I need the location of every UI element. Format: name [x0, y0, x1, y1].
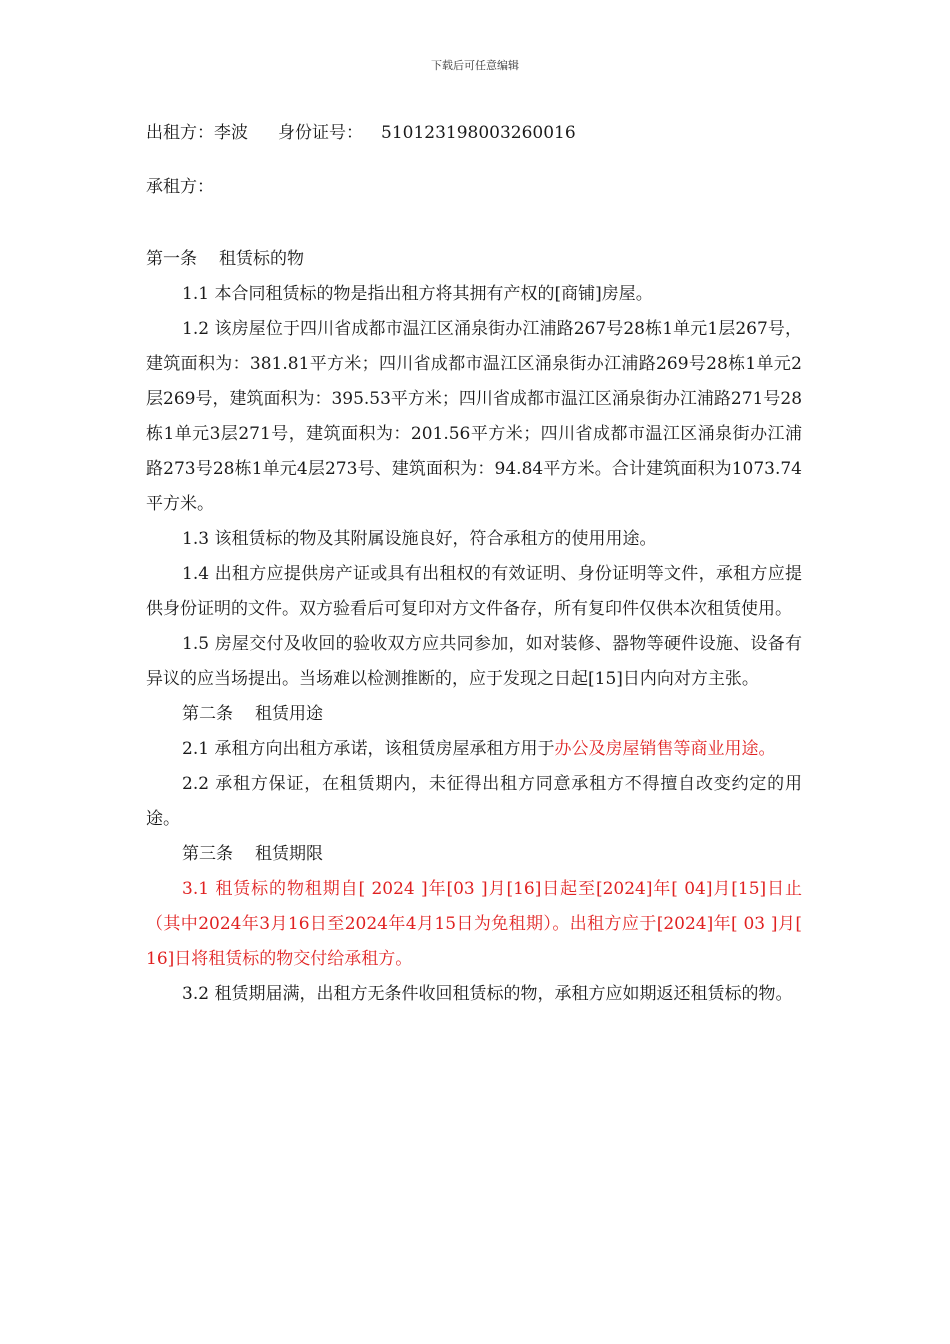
article-2-heading [146, 697, 802, 732]
clause-3-2: 3.2 租赁期届满，出租方无条件收回租赁标的物，承租方应如期返还租赁标的物。 [182, 984, 793, 1004]
lessor-name: 李波 [214, 123, 248, 143]
clause-1-2: 1.2 该房屋位于四川省成都市温江区涌泉街办江浦路267号28栋1单元1层267号，建筑面积为：381.81平方米；四川省成都市温江区涌泉街办江浦路269号28栋1单元2层269号，建筑面积为：395.53平方米；四川省成都市温江区涌泉街办江浦路271号28栋1单元3层271号，建筑面积为：201.56平方米；四川省成都市温江区涌泉街办江浦路273号28栋1单元4层273号、建筑面积为：94.84平方米。合计建筑面积为1073.74平方米。 [146, 319, 803, 514]
clause-2-1-highlight: 办公及房屋销售等商业用途。 [554, 739, 776, 759]
article-1-title: 第一条 [146, 249, 197, 269]
lessor-label: 出租方： [146, 123, 214, 143]
article-1-heading [146, 242, 802, 277]
article-1-name: 租赁标的物 [219, 249, 304, 269]
article-3-heading [146, 837, 802, 872]
lessor-id-number: 510123198003260016 [381, 123, 576, 143]
clause-3-1: 3.1 租赁标的物租期自[ 2024 ]年[03 ]月[16]日起至[2024]年[ 04]月[15]日止（其中2024年3月16日至2024年4月15日为免租期）。出租方应于[2024]年[ 03 ]月[ 16]日将租赁标的物交付给承租方。 [146, 879, 802, 969]
article-3-name: 租赁期限 [255, 844, 323, 864]
clause-1-1: 1.1 本合同租赁标的物是指出租方将其拥有产权的[商铺]房屋。 [182, 284, 653, 304]
article-2-name: 租赁用途 [255, 704, 323, 724]
lessee-label: 承租方： [146, 177, 214, 197]
clause-2-1 [146, 732, 802, 767]
lessor-id-label: 身份证号： [278, 123, 363, 143]
clause-1-5: 1.5 房屋交付及收回的验收双方应共同参加，如对装修、器物等硬件设施、设备有异议的应当场提出。当场难以检测推断的，应于发现之日起[15]日内向对方主张。 [146, 634, 802, 689]
article-3-title: 第三条 [182, 844, 233, 864]
header-note: 下载后可任意编辑 [431, 59, 519, 72]
clause-1-4: 1.4 出租方应提供房产证或具有出租权的有效证明、身份证明等文件，承租方应提供身份证明的文件。双方验看后可复印对方文件备存，所有复印件仅供本次租赁使用。 [146, 564, 802, 619]
clause-2-1-text: 2.1 承租方向出租方承诺，该租赁房屋承租方用于 [182, 739, 555, 759]
clause-2-2: 2.2 承租方保证，在租赁期内，未征得出租方同意承租方不得擅自改变约定的用途。 [146, 774, 802, 829]
clause-1-3: 1.3 该租赁标的物及其附属设施良好，符合承租方的使用用途。 [182, 529, 657, 549]
contract-body [146, 242, 802, 1012]
article-2-title: 第二条 [182, 704, 233, 724]
lessor-line [146, 118, 576, 143]
lessee-line [146, 172, 214, 197]
